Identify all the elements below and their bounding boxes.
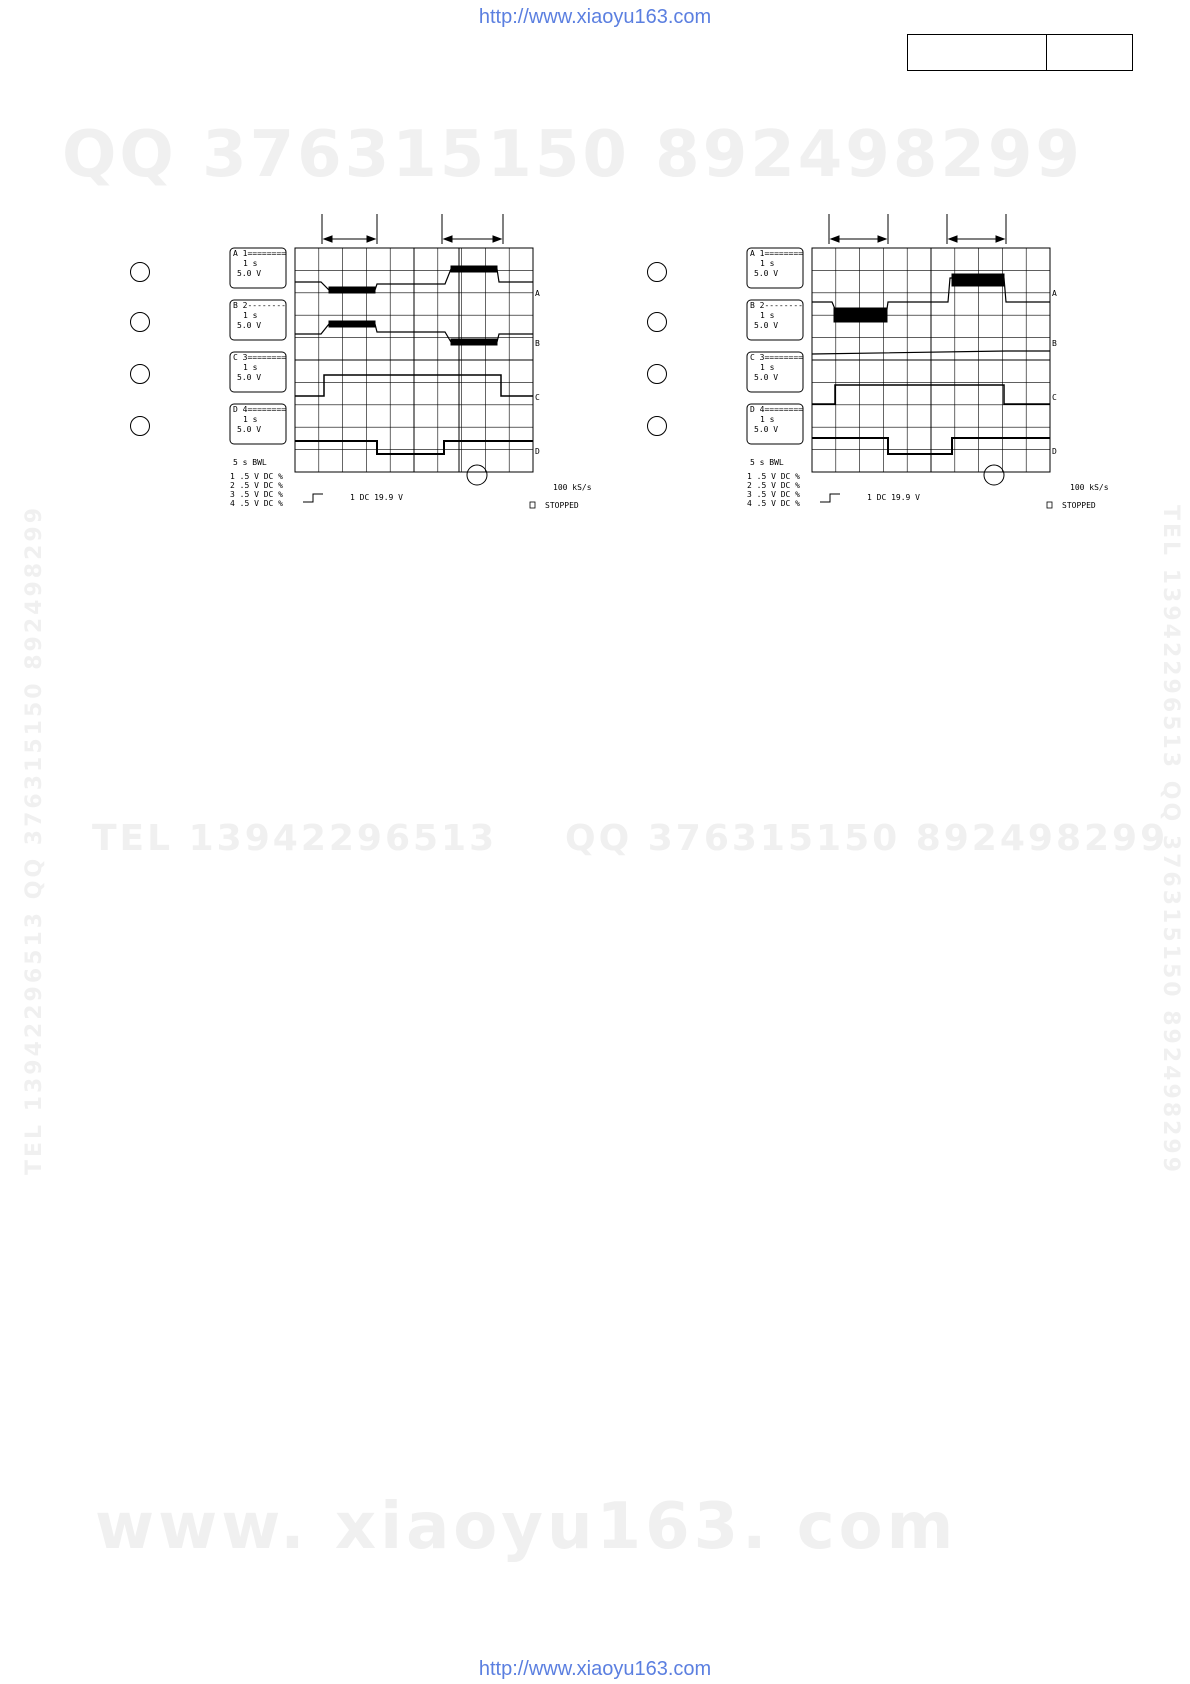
marker-circle (130, 312, 150, 332)
channel-b-title: B 2-------- (750, 301, 803, 310)
watermark-side-left: TEL 13942296513 QQ 376315150 892498299 (22, 505, 47, 1176)
channel-a-line2: 1 s (243, 259, 258, 268)
trace-label-b: B (1052, 339, 1057, 348)
scope-left (225, 214, 605, 514)
channel-c-line2: 1 s (760, 363, 775, 372)
timing-markers (322, 214, 503, 244)
channel-c-line2: 1 s (243, 363, 258, 372)
status-box-icon (1047, 502, 1052, 508)
channel-box-c (747, 352, 803, 392)
ch-setting-3: 3 .5 V DC % (230, 490, 283, 499)
channel-a-line2: 1 s (760, 259, 775, 268)
channel-a-volts: 5.0 V (237, 269, 262, 278)
channel-d-title: D 4======== (750, 405, 803, 414)
status-label: STOPPED (545, 501, 579, 510)
marker-circle (647, 312, 667, 332)
watermark-tel: TEL 13942296513 (92, 818, 498, 859)
channel-d-title: D 4======== (233, 405, 286, 414)
status-label: STOPPED (1062, 501, 1096, 510)
ch-setting-4: 4 .5 V DC % (747, 499, 800, 508)
ch-setting-1: 1 .5 V DC % (747, 472, 800, 481)
channel-b-title: B 2-------- (233, 301, 286, 310)
header-url[interactable]: http://www.xiaoyu163.com (478, 6, 712, 28)
marker-circle (647, 416, 667, 436)
trace-label-a: A (535, 289, 540, 298)
scope-right (742, 214, 1122, 514)
channel-box-b (230, 300, 286, 340)
trace-a-burst-high (451, 266, 497, 272)
trace-b-burst-low (451, 339, 497, 345)
trigger-label: 1 DC 19.9 V (350, 493, 403, 502)
marker-circle (647, 262, 667, 282)
trigger-edge-icon (303, 494, 323, 502)
marker-circle (130, 262, 150, 282)
channel-c-title: C 3======== (233, 353, 286, 362)
channel-d-line2: 1 s (760, 415, 775, 424)
channel-c-title: C 3======== (750, 353, 803, 362)
ch-setting-1: 1 .5 V DC % (230, 472, 283, 481)
scope-grid (295, 248, 533, 472)
trace-label-b: B (535, 339, 540, 348)
ch-setting-4: 4 .5 V DC % (230, 499, 283, 508)
marker-circle (130, 416, 150, 436)
ch-setting-2: 2 .5 V DC % (747, 481, 800, 490)
watermark-www: www. xiaoyu163. com (95, 1490, 958, 1564)
trace-b-burst-high (329, 321, 375, 327)
trace-a-burst-low (329, 287, 375, 293)
trace-label-a: A (1052, 289, 1057, 298)
page-number-box-divider (1046, 35, 1047, 70)
status-box-icon (530, 502, 535, 508)
timing-markers (829, 214, 1006, 244)
ch-setting-2: 2 .5 V DC % (230, 481, 283, 490)
channel-box-d (747, 404, 803, 444)
channel-box-c (230, 352, 286, 392)
channel-d-volts: 5.0 V (754, 425, 779, 434)
channel-d-line2: 1 s (243, 415, 258, 424)
trace-label-c: C (535, 393, 540, 402)
channel-b-line2: 1 s (243, 311, 258, 320)
trace-label-d: D (1052, 447, 1057, 456)
marker-circle (647, 364, 667, 384)
channel-box-b (747, 300, 803, 340)
ch-setting-3: 3 .5 V DC % (747, 490, 800, 499)
marker-circle (130, 364, 150, 384)
channel-c-volts: 5.0 V (237, 373, 262, 382)
channel-c-volts: 5.0 V (754, 373, 779, 382)
trace-a-burst-high (952, 274, 1004, 286)
channel-box-a (230, 248, 286, 288)
footer-url[interactable]: http://www.xiaoyu163.com (478, 1658, 712, 1680)
watermark-qq: QQ 376315150 892498299 (62, 118, 1083, 192)
channel-a-volts: 5.0 V (754, 269, 779, 278)
trace-label-c: C (1052, 393, 1057, 402)
timebase-label: 5 s BWL (750, 458, 784, 467)
watermark-qq-mid: QQ 376315150 892498299 (565, 818, 1169, 859)
marker-circle-bottom (984, 465, 1004, 485)
channel-box-a (747, 248, 803, 288)
channel-box-d (230, 404, 286, 444)
watermark-side-right: TEL 13942296513 QQ 376315150 892498299 (1158, 505, 1183, 1176)
trace-a-burst-low (834, 308, 887, 322)
sample-rate: 100 kS/s (553, 483, 592, 492)
sample-rate: 100 kS/s (1070, 483, 1109, 492)
timebase-label: 5 s BWL (233, 458, 267, 467)
trigger-edge-icon (820, 494, 840, 502)
channel-a-title: A 1======== (233, 249, 286, 258)
trigger-label: 1 DC 19.9 V (867, 493, 920, 502)
channel-d-volts: 5.0 V (237, 425, 262, 434)
channel-a-title: A 1======== (750, 249, 803, 258)
channel-b-volts: 5.0 V (754, 321, 779, 330)
trace-label-d: D (535, 447, 540, 456)
page-number-box (907, 34, 1133, 71)
channel-b-volts: 5.0 V (237, 321, 262, 330)
marker-circle-bottom (467, 465, 487, 485)
channel-b-line2: 1 s (760, 311, 775, 320)
